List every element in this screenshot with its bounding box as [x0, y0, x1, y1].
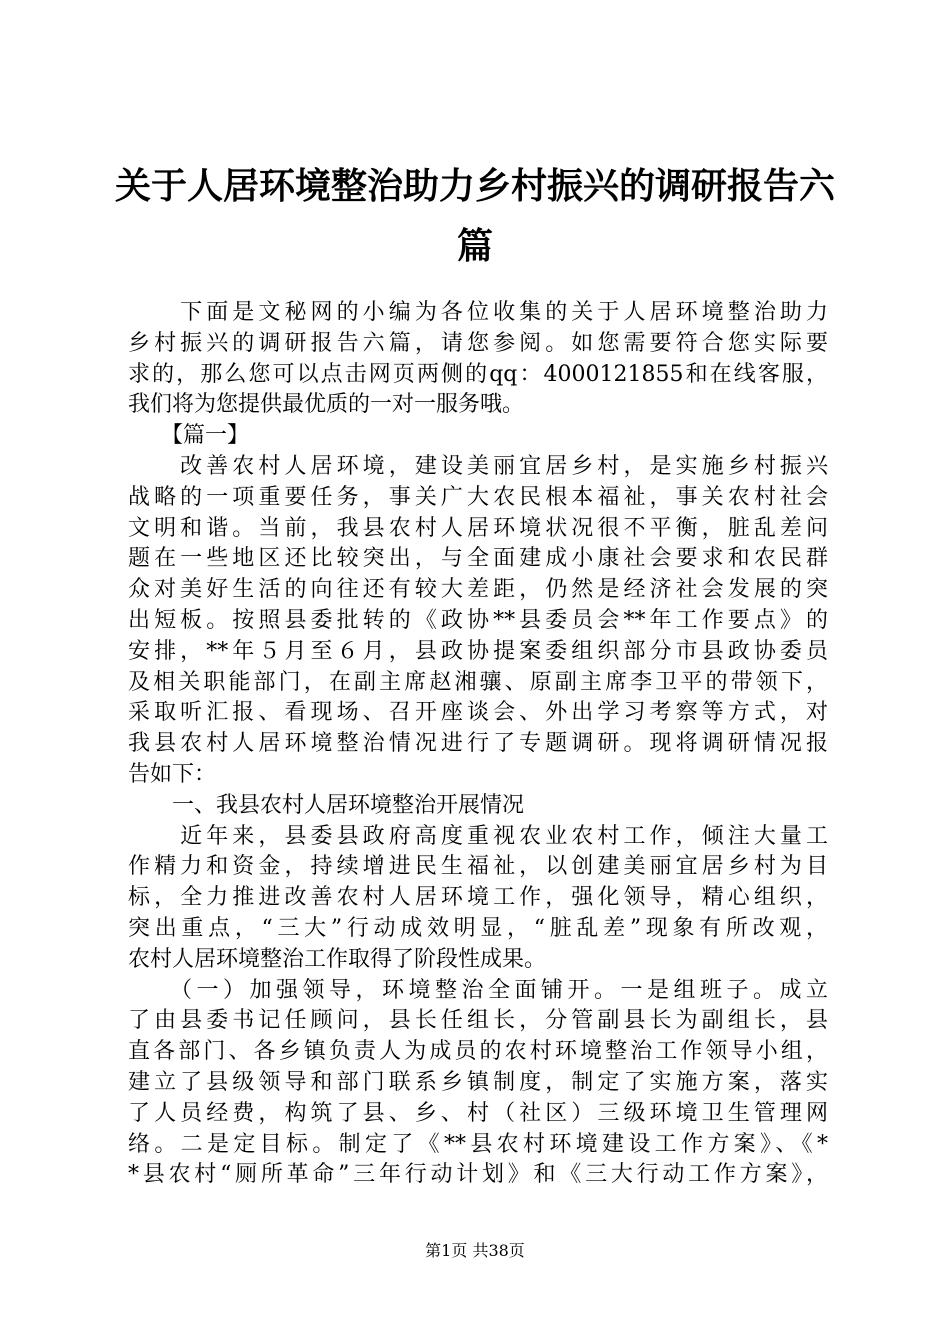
body-text-line: 采取听汇报、看现场、召开座谈会、外出学习考察等方式，对 [128, 700, 828, 726]
body-text-line: 了由县委书记任顾问，县长任组长，分管副县长为副组长，县 [128, 1008, 828, 1034]
body-text-line: 我们将为您提供最优质的一对一服务哦。 [128, 392, 525, 418]
body-text-line: 下面是文秘网的小编为各位收集的关于人居环境整治助力 [128, 300, 828, 325]
body-text-line: *县农村“厕所革命”三年行动计划》和《三大行动工作方案》， [128, 1162, 828, 1188]
body-text-line: 文明和谐。当前，我县农村人居环境状况很不平衡，脏乱差问 [128, 515, 828, 541]
body-text-line: 题在一些地区还比较突出，与全面建成小康社会要求和农民群 [128, 546, 828, 572]
body-text-line: 众对美好生活的向往还有较大差距，仍然是经济社会发展的突 [128, 577, 828, 603]
body-text-line: 乡村振兴的调研报告六篇，请您参阅。如您需要符合您实际要 [128, 330, 828, 356]
body-text-line: 战略的一项重要任务，事关广大农民根本福祉，事关农村社会 [128, 484, 828, 510]
body-text-line: 标，全力推进改善农村人居环境工作，强化领导，精心组织， [128, 885, 828, 911]
document-title-line-1: 关于人居环境整治助力乡村振兴的调研报告六 [114, 165, 835, 207]
body-text-line: 求的，那么您可以点击网页两侧的qq：4000121855和在线客服， [128, 361, 828, 387]
body-text-line: 农村人居环境整治工作取得了阶段性成果。 [128, 946, 547, 972]
page-number-footer: 第1页 共38页 [425, 1241, 525, 1260]
body-text-line: 一、我县农村人居环境整治开展情况 [128, 792, 525, 818]
body-text-line: 络。二是定目标。制定了《**县农村环境建设工作方案》、《* [128, 1131, 828, 1157]
body-text-line: 直各部门、各乡镇负责人为成员的农村环境整治工作领导小组， [128, 1039, 828, 1065]
body-text-line: 告如下： [128, 761, 217, 787]
body-text-line: （一）加强领导，环境整治全面铺开。一是组班子。成立 [128, 977, 828, 1003]
body-text-line: 我县农村人居环境整治情况进行了专题调研。现将调研情况报 [128, 731, 828, 757]
body-text-line: 及相关职能部门，在副主席赵湘骧、原副主席李卫平的带领下， [128, 669, 828, 695]
body-text-line: 安排，**年５月至６月，县政协提案委组织部分市县政协委员 [128, 638, 828, 664]
body-text-line: 了人员经费，构筑了县、乡、村（社区）三级环境卫生管理网 [128, 1100, 828, 1126]
body-text-line: 近年来，县委县政府高度重视农业农村工作，倾注大量工 [128, 823, 828, 849]
body-text-line: 【篇一】 [128, 423, 250, 449]
body-text-line: 突出重点，“三大”行动成效明显，“脏乱差”现象有所改观， [128, 915, 828, 941]
document-title-line-2: 篇 [456, 225, 493, 267]
body-text-line: 作精力和资金，持续增进民生福祉，以创建美丽宜居乡村为目 [128, 854, 828, 880]
body-text-line: 建立了县级领导和部门联系乡镇制度，制定了实施方案，落实 [128, 1069, 828, 1095]
document-body [128, 298, 828, 1191]
body-text-line: 出短板。按照县委批转的《政协**县委员会**年工作要点》的 [128, 607, 828, 633]
body-text-line: 改善农村人居环境，建设美丽宜居乡村，是实施乡村振兴 [128, 453, 828, 479]
